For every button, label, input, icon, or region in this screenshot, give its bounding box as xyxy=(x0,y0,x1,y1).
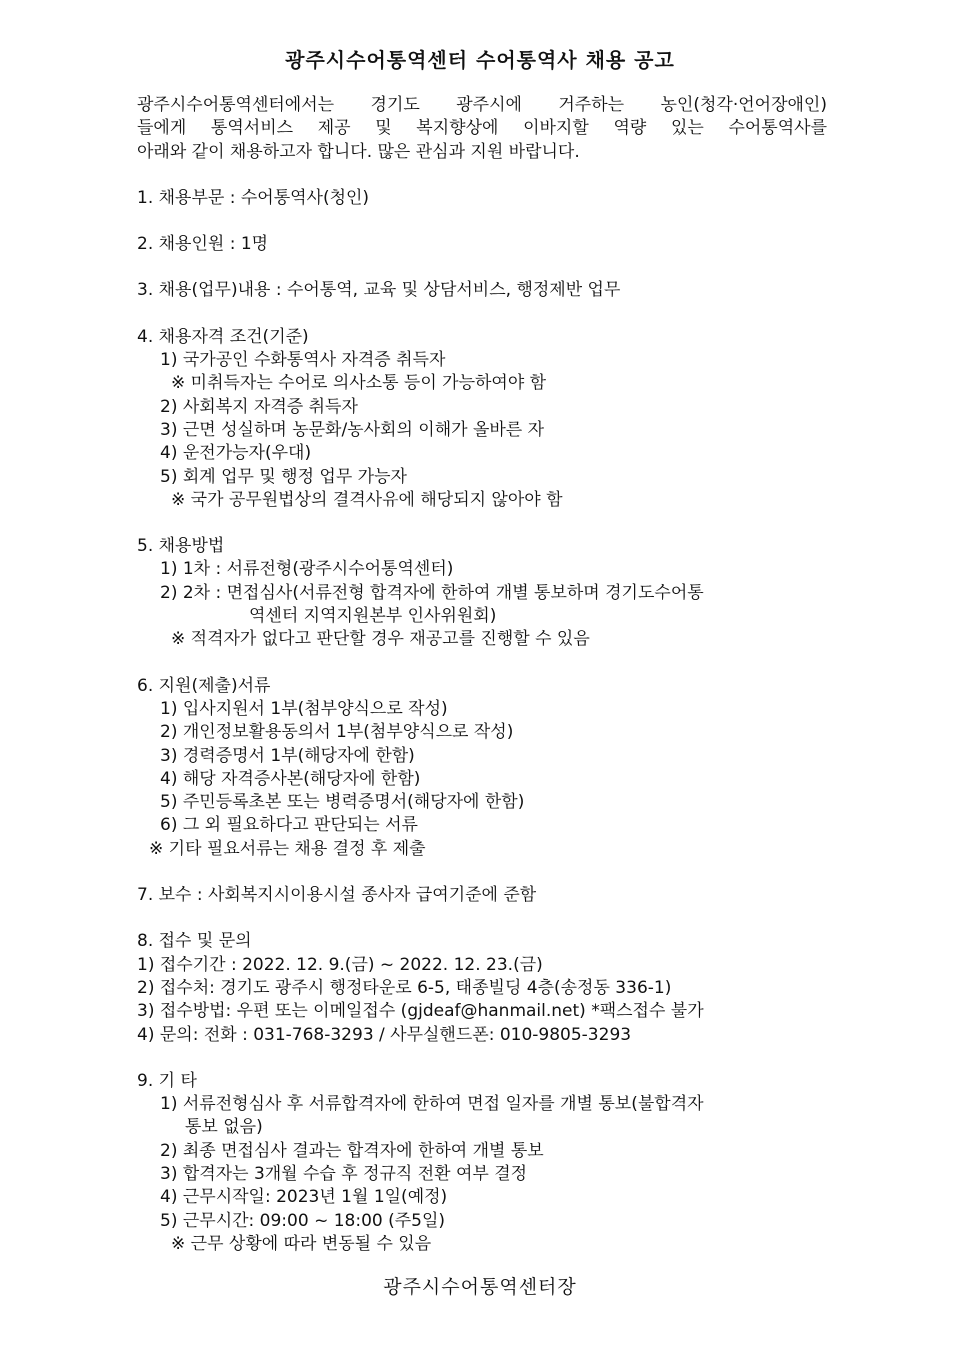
note-item: ※ 미취득자는 수어로 의사소통 등이 가능하여야 함 xyxy=(171,373,547,394)
list-item: 5) 주민등록초본 또는 병력증명서(해당자에 한함) xyxy=(160,792,525,813)
list-item-continuation: 역센터 지역지원본부 인사위원회) xyxy=(249,606,497,627)
list-item: 2) 개인정보활용동의서 1부(첨부양식으로 작성) xyxy=(160,722,514,743)
intro-line: 아래와 같이 채용하고자 합니다. 많은 관심과 지원 바랍니다. xyxy=(137,141,580,162)
section-6-documents xyxy=(137,675,827,861)
section-1-recruitment-field xyxy=(137,187,827,210)
list-item: 3) 경력증명서 1부(해당자에 한함) xyxy=(160,745,415,766)
section-heading: 1. 채용부문 : 수어통역사(청인) xyxy=(137,187,370,208)
section-heading: 7. 보수 : 사회복지시이용시설 종사자 급여기준에 준함 xyxy=(137,885,537,906)
list-item-continuation: 통보 없음) xyxy=(185,1117,263,1138)
section-2-headcount xyxy=(137,233,827,256)
list-item: 1) 입사지원서 1부(첨부양식으로 작성) xyxy=(160,698,448,719)
intro-line: 광주시수어통역센터에서는 경기도 광주시에 거주하는 농인(청각·언어장애인) xyxy=(137,95,827,115)
note-item: ※ 국가 공무원법상의 결격사유에 해당되지 않아야 함 xyxy=(171,489,563,510)
list-item: 4) 문의: 전화 : 031-768-3293 / 사무실핸드폰: 010-9805-3293 xyxy=(137,1024,632,1045)
list-item: 2) 접수처: 경기도 광주시 행정타운로 6-5, 태종빌딩 4층(송정동 336-1) xyxy=(137,977,672,998)
list-item: 1) 국가공인 수화통역사 자격증 취득자 xyxy=(160,350,446,371)
section-3-duties xyxy=(137,279,827,302)
section-heading: 4. 채용자격 조건(기준) xyxy=(137,326,309,347)
section-heading: 2. 채용인원 : 1명 xyxy=(137,234,269,255)
list-item: 1) 1차 : 서류전형(광주시수어통역센터) xyxy=(160,559,454,580)
list-item: 2) 2차 : 면접심사(서류전형 합격자에 한하여 개별 통보하며 경기도수어통 xyxy=(160,582,704,603)
list-item: 6) 그 외 필요하다고 판단되는 서류 xyxy=(160,815,418,836)
list-item: 4) 운전가능자(우대) xyxy=(160,443,312,464)
section-4-qualifications xyxy=(137,326,827,512)
section-heading: 9. 기 타 xyxy=(137,1070,197,1091)
section-9-other xyxy=(137,1070,827,1256)
note-item: ※ 근무 상황에 따라 변동될 수 있음 xyxy=(171,1233,432,1254)
list-item: 3) 접수방법: 우편 또는 이메일접수 (gjdeaf@hanmail.net) *팩스접수 불가 xyxy=(137,1001,704,1022)
section-5-selection-method xyxy=(137,535,827,651)
list-item: 3) 근면 성실하며 농문화/농사회의 이해가 올바른 자 xyxy=(160,419,545,440)
list-item: 4) 근무시작일: 2023년 1월 1일(예정) xyxy=(160,1187,448,1208)
signature-line: 광주시수어통역센터장 xyxy=(383,1276,577,1298)
section-7-salary xyxy=(137,884,827,907)
document-body xyxy=(137,94,827,1256)
list-item: 4) 해당 자격증사본(해당자에 한함) xyxy=(160,768,421,789)
note-item: ※ 기타 필요서류는 채용 결정 후 제출 xyxy=(149,838,426,859)
list-item: 1) 접수기간 : 2022. 12. 9.(금) ~ 2022. 12. 23.(금) xyxy=(137,954,543,975)
list-item: 1) 서류전형심사 후 서류합격자에 한하여 면접 일자를 개별 통보(불합격자 xyxy=(160,1094,704,1115)
list-item: 2) 최종 면접심사 결과는 합격자에 한하여 개별 통보 xyxy=(160,1140,544,1161)
document-title: 광주시수어통역센터 수어통역사 채용 공고 xyxy=(285,48,675,72)
list-item: 5) 근무시간: 09:00 ~ 18:00 (주5일) xyxy=(160,1210,446,1231)
section-heading: 6. 지원(제출)서류 xyxy=(137,675,271,696)
intro-line: 들에게 통역서비스 제공 및 복지향상에 이바지할 역량 있는 수어통역사를 xyxy=(137,118,827,139)
list-item: 2) 사회복지 자격증 취득자 xyxy=(160,396,358,417)
section-heading: 8. 접수 및 문의 xyxy=(137,931,252,952)
list-item: 5) 회계 업무 및 행정 업무 가능자 xyxy=(160,466,407,487)
intro-paragraph xyxy=(137,94,827,164)
list-item: 3) 합격자는 3개월 수습 후 정규직 전환 여부 결정 xyxy=(160,1163,528,1184)
section-heading: 5. 채용방법 xyxy=(137,536,225,557)
note-item: ※ 적격자가 없다고 판단할 경우 재공고를 진행할 수 있음 xyxy=(171,629,590,650)
section-8-application xyxy=(137,930,827,1046)
section-heading: 3. 채용(업무)내용 : 수어통역, 교육 및 상담서비스, 행정제반 업무 xyxy=(137,280,621,301)
